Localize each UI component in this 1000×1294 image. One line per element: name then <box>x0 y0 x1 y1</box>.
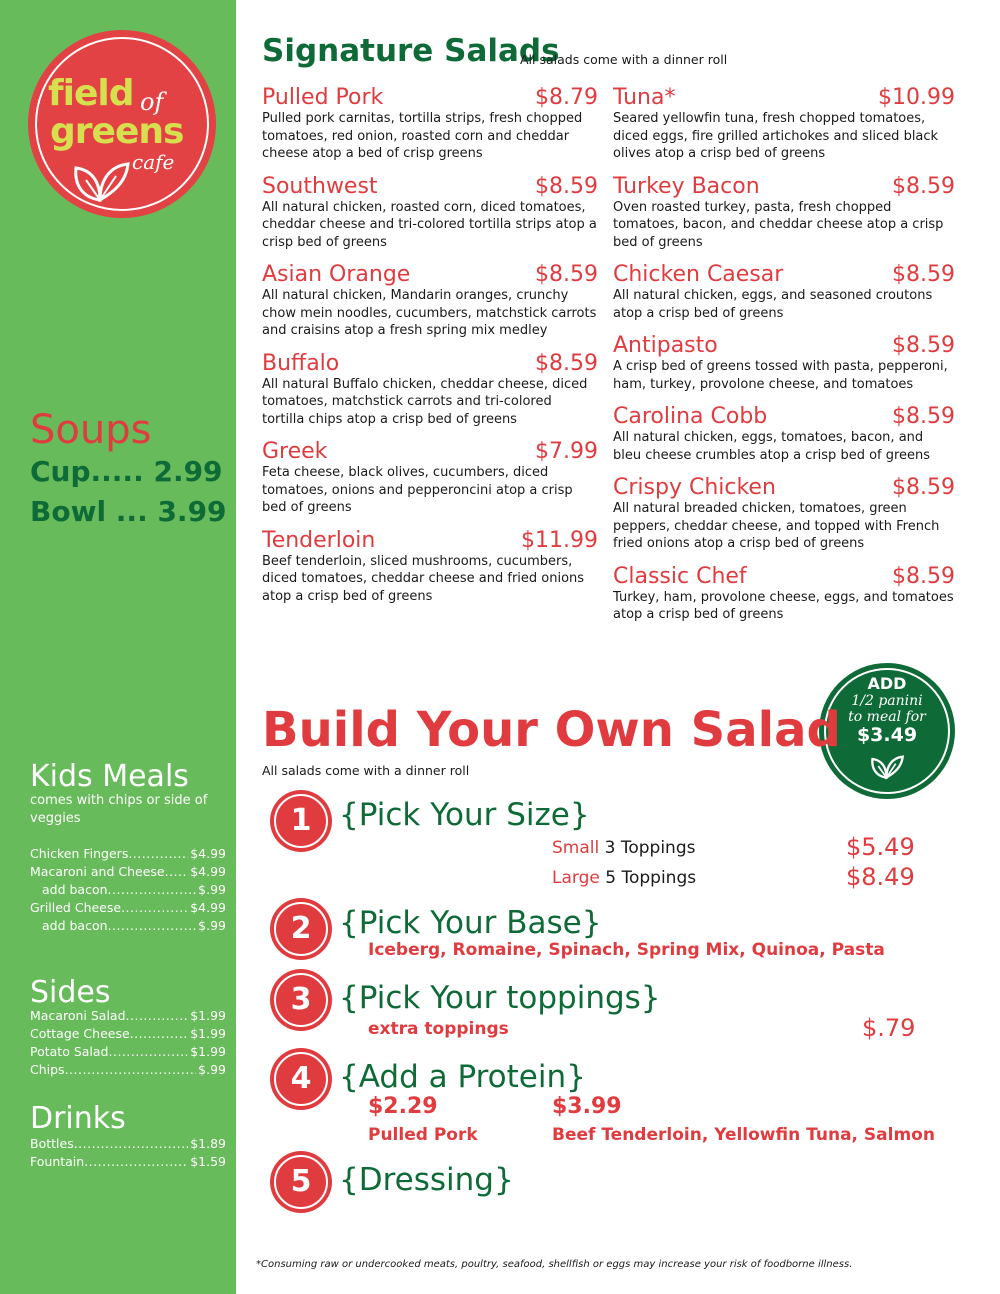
kids-meals-title: Kids Meals <box>30 759 189 794</box>
salad-price: $8.59 <box>892 404 955 429</box>
salad-item <box>613 405 955 464</box>
salad-item <box>262 440 598 517</box>
soups-title: Soups <box>30 407 152 453</box>
logo-word-greens: greens <box>50 111 184 152</box>
salad-description: All natural chicken, eggs, tomatoes, bacon, and bleu cheese crumbles atop a crisp bed of greens <box>613 430 931 463</box>
item-price: $1.99 <box>190 1044 226 1059</box>
salad-item <box>262 529 598 606</box>
signature-salads-right-column <box>613 86 955 636</box>
dot-leader <box>74 1135 189 1153</box>
size-small-row <box>552 840 695 857</box>
salad-description: All natural chicken, Mandarin oranges, crunchy chow mein noodles, cucumbers, matchstick carrots and craisins atop a fresh spring mix medley <box>262 288 597 338</box>
salad-name: Carolina Cobb <box>613 404 768 429</box>
salad-name: Tenderloin <box>262 527 376 553</box>
salad-name: Tuna* <box>613 85 676 110</box>
item-price: $4.99 <box>190 864 226 879</box>
salad-item <box>613 334 955 393</box>
salad-description: All natural chicken, eggs, and seasoned croutons atop a crisp bed of greens <box>613 288 933 321</box>
item-price: $1.89 <box>190 1136 226 1151</box>
salad-description: All natural breaded chicken, tomatoes, green peppers, cheddar cheese, and topped with French fried onions atop a crisp bed of greens <box>613 501 940 551</box>
size-label: Small <box>552 838 600 858</box>
size-large-row <box>552 870 696 887</box>
menu-row <box>30 1025 226 1043</box>
salad-description: Oven roasted turkey, pasta, fresh chopped tomatoes, bacon, and cheddar cheese atop a crisp bed of greens <box>613 199 944 250</box>
salad-item <box>613 476 955 553</box>
item-name: Chicken Fingers <box>30 846 129 861</box>
step-3-title: {Pick Your toppings} <box>339 980 661 1016</box>
dot-leader <box>126 1007 189 1025</box>
logo-word-of: of <box>140 88 164 116</box>
badge-add-text: ADD <box>867 674 907 693</box>
salad-name: Classic Chef <box>613 563 747 589</box>
sides-title: Sides <box>30 975 111 1010</box>
salad-description: A crisp bed of greens tossed with pasta, pepperoni, ham, turkey, provolone cheese, and tomatoes <box>613 359 948 392</box>
menu-row <box>30 1007 226 1025</box>
dot-leader <box>121 899 188 917</box>
item-name: Chips <box>30 1062 65 1077</box>
item-price: $1.59 <box>190 1154 226 1169</box>
salad-item <box>613 565 955 624</box>
menu-row <box>30 899 226 917</box>
item-price: $4.99 <box>190 900 226 915</box>
logo-word-cafe: cafe <box>132 150 175 174</box>
menu-row <box>30 863 226 881</box>
salad-price: $11.99 <box>521 527 598 553</box>
item-price: $4.99 <box>190 846 226 861</box>
salad-item <box>613 175 955 252</box>
salad-price: $10.99 <box>878 85 955 110</box>
salad-name: Turkey Bacon <box>613 173 760 199</box>
step-4-number-badge <box>270 1048 332 1110</box>
signature-salads-left-column <box>262 86 598 617</box>
sides-list <box>30 1007 226 1079</box>
dot-leader <box>128 845 188 863</box>
signature-salads-title: Signature Salads <box>262 33 560 69</box>
drinks-title: Drinks <box>30 1101 126 1136</box>
salad-name: Pulled Pork <box>262 85 384 110</box>
salad-price: $7.99 <box>535 439 598 464</box>
soup-cup-price: Cup..... 2.99 <box>30 455 223 488</box>
soup-bowl-price: Bowl ... 3.99 <box>30 495 227 528</box>
base-options: Iceberg, Romaine, Spinach, Spring Mix, Quinoa, Pasta <box>368 940 885 960</box>
salad-description: Beef tenderloin, sliced mushrooms, cucumbers, diced tomatoes, cheddar cheese and fried onions atop a crisp bed of greens <box>262 553 585 604</box>
kids-meals-list <box>30 845 226 935</box>
step-number: 3 <box>290 982 312 1017</box>
salad-item <box>262 352 598 429</box>
salad-description: All natural Buffalo chicken, cheddar cheese, diced tomatoes, matchstick carrots and tri-colored tortilla chips atop a crisp bed of greens <box>262 376 588 427</box>
item-name: Macaroni and Cheese <box>30 864 165 879</box>
salad-price: $8.59 <box>892 173 955 199</box>
step-2-title: {Pick Your Base} <box>339 905 602 941</box>
item-name: Macaroni Salad <box>30 1008 126 1023</box>
protein-price-2: $3.99 <box>552 1094 622 1119</box>
build-your-own-title: Build Your Own Salad <box>262 702 841 758</box>
food-safety-footnote: *Consuming raw or undercooked meats, poultry, seafood, shellfish or eggs may increase your risk of foodborne illness. <box>256 1259 853 1270</box>
step-5-number-badge <box>270 1151 332 1213</box>
badge-line-1: 1/2 panini <box>851 693 923 709</box>
item-name: Potato Salad <box>30 1044 109 1059</box>
salad-price: $8.59 <box>535 350 598 376</box>
salad-name: Chicken Caesar <box>613 262 784 287</box>
dot-leader <box>109 1043 189 1061</box>
salad-price: $8.59 <box>892 333 955 358</box>
salad-name: Asian Orange <box>262 262 411 287</box>
dot-leader <box>108 881 197 899</box>
menu-row <box>30 1061 226 1079</box>
salad-price: $8.59 <box>892 475 955 500</box>
step-5-title: {Dressing} <box>339 1162 514 1198</box>
salad-description: Pulled pork carnitas, tortilla strips, fresh chopped tomatoes, red onion, roasted corn and cheddar cheese atop a bed of crisp greens <box>262 111 583 161</box>
badge-price: $3.49 <box>856 724 918 746</box>
step-1-title: {Pick Your Size} <box>339 797 590 833</box>
salad-description: Feta cheese, black olives, cucumbers, diced tomatoes, onions and pepperoncini atop a crisp bed of greens <box>262 465 573 515</box>
salad-price: $8.59 <box>535 262 598 287</box>
dot-leader <box>65 1061 197 1079</box>
salad-price: $8.59 <box>892 262 955 287</box>
item-name: Bottles <box>30 1136 74 1151</box>
item-price: $.99 <box>198 1062 226 1077</box>
step-number: 1 <box>290 803 312 838</box>
salad-item <box>262 175 598 252</box>
item-price: $1.99 <box>190 1008 226 1023</box>
extra-toppings-label: extra toppings <box>368 1019 509 1039</box>
salad-name: Crispy Chicken <box>613 475 776 500</box>
leaf-icon <box>869 751 905 781</box>
salad-description: Seared yellowfin tuna, fresh chopped tomatoes, diced eggs, fire grilled artichokes and sliced black olives atop a crisp bed of greens <box>613 111 939 161</box>
badge-line-2: to meal for <box>848 709 926 725</box>
dot-leader <box>108 917 197 935</box>
menu-row <box>30 845 226 863</box>
protein-names-1: Pulled Pork <box>368 1125 478 1145</box>
salad-description: All natural chicken, roasted corn, diced tomatoes, cheddar cheese and tri-colored tortilla strips atop a crisp bed of greens <box>262 199 597 250</box>
size-small-price: $5.49 <box>846 833 915 861</box>
item-price: $1.99 <box>190 1026 226 1041</box>
salad-price: $8.79 <box>535 85 598 110</box>
dot-leader <box>165 863 189 881</box>
dot-leader <box>84 1153 188 1171</box>
item-name: Cottage Cheese <box>30 1026 130 1041</box>
salad-item <box>262 263 598 340</box>
build-your-own-subtitle: All salads come with a dinner roll <box>262 763 470 778</box>
sidebar <box>0 0 236 1294</box>
salad-name: Antipasto <box>613 333 718 358</box>
dot-leader <box>130 1025 189 1043</box>
menu-row <box>30 881 226 899</box>
step-4-title: {Add a Protein} <box>339 1059 586 1095</box>
salad-description: Turkey, ham, provolone cheese, eggs, and tomatoes atop a crisp bed of greens <box>613 589 954 622</box>
menu-row <box>30 1153 226 1171</box>
item-name: Fountain <box>30 1154 85 1169</box>
menu-row <box>30 917 226 935</box>
signature-salads-subtitle: All salads come with a dinner roll <box>520 52 728 67</box>
step-3-number-badge <box>270 969 332 1031</box>
salad-name: Buffalo <box>262 350 340 376</box>
leaf-icon <box>70 158 132 202</box>
size-toppings: 5 Toppings <box>605 868 697 888</box>
salad-price: $8.59 <box>892 563 955 589</box>
size-label: Large <box>552 868 600 888</box>
field-of-greens-logo <box>28 30 216 218</box>
step-number: 5 <box>290 1164 312 1199</box>
salad-item <box>613 263 955 322</box>
kids-meals-subtitle: comes with chips or side of veggies <box>30 793 208 826</box>
item-name: add bacon <box>42 918 108 933</box>
item-name: Grilled Cheese <box>30 900 122 915</box>
protein-names-2: Beef Tenderloin, Yellowfin Tuna, Salmon <box>552 1125 935 1145</box>
menu-row <box>30 1043 226 1061</box>
step-1-number-badge <box>270 790 332 852</box>
salad-name: Southwest <box>262 173 378 199</box>
extra-toppings-price: $.79 <box>862 1014 916 1042</box>
drinks-list <box>30 1135 226 1171</box>
salad-item <box>262 86 598 163</box>
item-price: $.99 <box>198 882 226 897</box>
salad-price: $8.59 <box>535 173 598 199</box>
step-number: 2 <box>290 911 312 946</box>
size-large-price: $8.49 <box>846 863 915 891</box>
logo-word-field: field <box>48 73 134 114</box>
protein-price-1: $2.29 <box>368 1094 438 1119</box>
step-number: 4 <box>290 1061 312 1096</box>
salad-name: Greek <box>262 439 328 464</box>
item-name: add bacon <box>42 882 108 897</box>
salad-item <box>613 86 955 163</box>
size-toppings: 3 Toppings <box>604 838 696 858</box>
menu-row <box>30 1135 226 1153</box>
item-price: $.99 <box>198 918 226 933</box>
step-2-number-badge <box>270 898 332 960</box>
